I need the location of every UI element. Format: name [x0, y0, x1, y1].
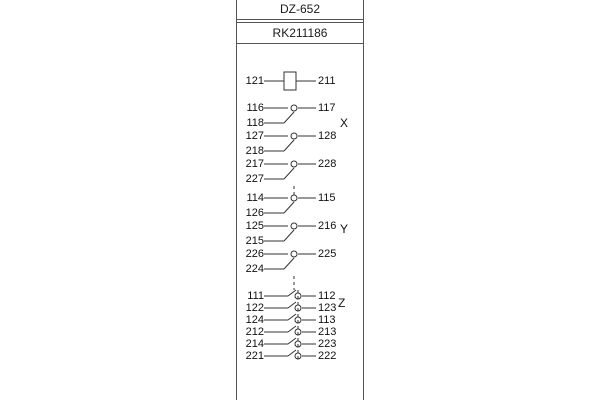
terminal-label-225: 225 [318, 248, 337, 260]
terminal-label-111: 111 [247, 290, 264, 302]
terminal-label-228: 228 [318, 158, 337, 170]
terminal-label-117: 117 [318, 102, 336, 114]
terminal-label-115: 115 [318, 192, 336, 204]
terminal-label-126: 126 [245, 207, 264, 219]
coil-body [284, 72, 296, 90]
blade-127-218 [284, 140, 294, 151]
terminal-label-127: 127 [245, 130, 264, 142]
terminal-label-213: 213 [318, 326, 337, 338]
contact-dot-128 [291, 133, 297, 139]
device-code-header: RK211186 [236, 22, 364, 44]
terminal-label-222: 222 [318, 350, 337, 362]
terminal-label-218: 218 [245, 145, 264, 157]
contact-dot-115 [291, 195, 297, 201]
terminal-label-112: 112 [318, 290, 336, 302]
terminal-label-215: 215 [245, 235, 264, 247]
terminal-label-122: 122 [245, 302, 264, 314]
terminal-label-121: 121 [245, 75, 264, 87]
blade-226-224 [284, 258, 294, 269]
terminal-label-128: 128 [318, 130, 337, 142]
blade-217-227 [284, 168, 294, 179]
terminal-label-113: 113 [318, 314, 336, 326]
blade-116-118 [284, 112, 294, 123]
terminal-label-114: 114 [246, 192, 264, 204]
blade-114-126 [284, 202, 294, 213]
group-label-x: X [340, 116, 349, 130]
terminal-label-125: 125 [245, 220, 264, 232]
terminal-label-116: 116 [246, 102, 264, 114]
terminal-label-226: 226 [245, 248, 264, 260]
terminal-label-221: 221 [245, 350, 264, 362]
terminal-label-211: 211 [318, 75, 336, 87]
terminal-label-118: 118 [246, 117, 264, 129]
contact-dot-216 [291, 223, 297, 229]
terminal-label-212: 212 [245, 326, 264, 338]
terminal-label-214: 214 [245, 338, 264, 350]
terminal-label-227: 227 [245, 173, 264, 185]
group-label-y: Y [340, 222, 349, 236]
contact-dot-225 [291, 251, 297, 257]
terminal-label-124: 124 [245, 314, 264, 326]
contact-dot-228 [291, 161, 297, 167]
terminal-label-123: 123 [318, 302, 337, 314]
terminal-label-223: 223 [318, 338, 337, 350]
terminal-label-224: 224 [245, 263, 264, 275]
group-label-z: Z [338, 296, 346, 310]
device-type-header: DZ-652 [236, 0, 364, 20]
blade-125-215 [284, 230, 294, 241]
terminal-label-216: 216 [318, 220, 337, 232]
terminal-label-217: 217 [245, 158, 264, 170]
contact-dot-117 [291, 105, 297, 111]
